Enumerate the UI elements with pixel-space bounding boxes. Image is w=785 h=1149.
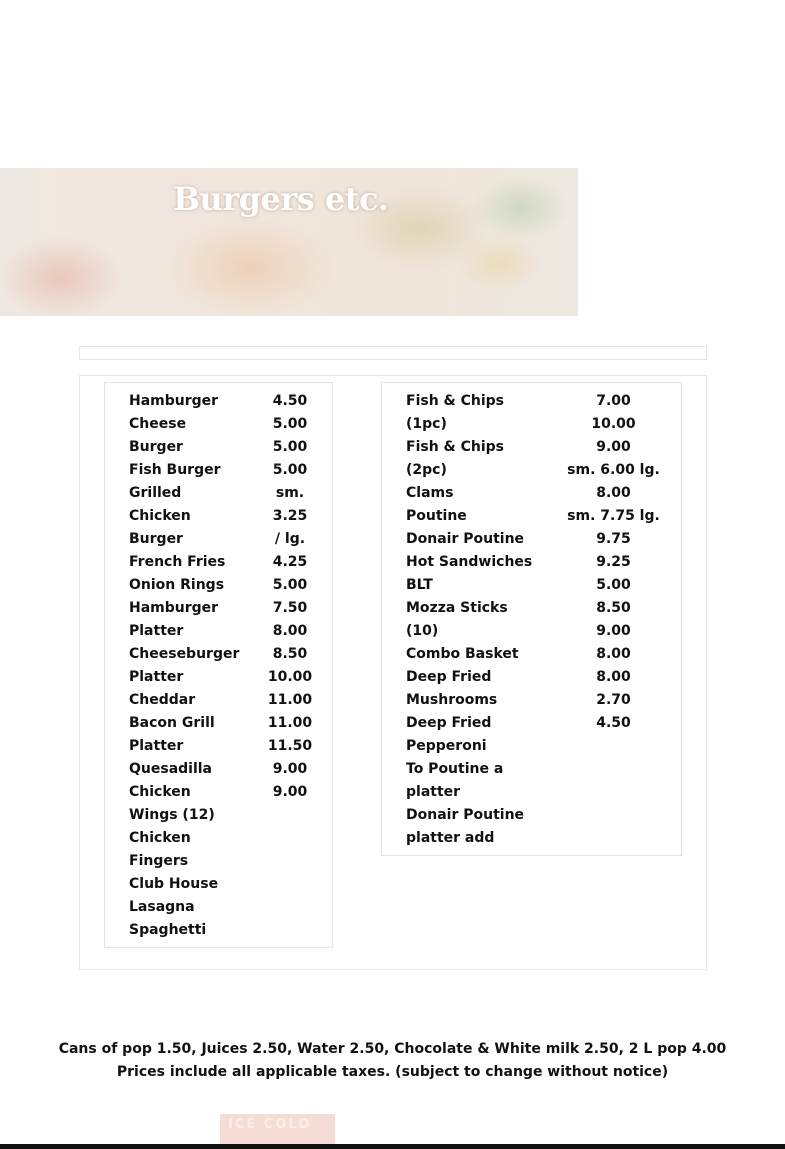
menu-item-name: Hamburger [129, 600, 219, 616]
menu-item-price: 7.00 [596, 393, 631, 409]
menu-item-price: 11.00 [267, 692, 313, 708]
menu-item-price: 4.25 [272, 554, 308, 570]
menu-item-price: 3.25 [272, 508, 308, 524]
menu-item-name: Platter [129, 669, 184, 685]
menu-item-price: 9.00 [272, 761, 308, 777]
menu-item-name: Wings (12) [129, 807, 215, 823]
menu-item-names-left [129, 390, 239, 942]
menu-item-price: 5.00 [272, 577, 308, 593]
menu-item-price: 10.00 [267, 669, 313, 685]
menu-item-prices-left [255, 390, 325, 804]
menu-item-name: (2pc) [406, 462, 447, 478]
menu-item-name: Lasagna [129, 899, 195, 915]
menu-item-price: 8.50 [272, 646, 308, 662]
menu-item-name: Chicken [129, 784, 191, 800]
menu-item-name: Club House [129, 876, 219, 892]
menu-item-prices-right [562, 390, 665, 735]
menu-item-name: Cheese [129, 416, 187, 432]
drinks-price-line: Cans of pop 1.50, Juices 2.50, Water 2.50, Chocolate & White milk 2.50, 2 L pop 4.00 [58, 1041, 727, 1057]
section-divider-bar [79, 346, 707, 360]
menu-item-name: Quesadilla [129, 761, 213, 777]
menu-item-name: Spaghetti [129, 922, 207, 938]
menu-item-price: sm. [275, 485, 305, 501]
menu-item-name: Chicken [129, 830, 191, 846]
ice-cold-logo-text: ICE COLD [228, 1117, 312, 1132]
menu-item-name: Bacon Grill [129, 715, 215, 731]
menu-item-name: Hamburger [129, 393, 219, 409]
menu-item-name: Fish & Chips [406, 439, 505, 455]
menu-item-price: 8.00 [596, 485, 631, 501]
menu-item-price: 11.00 [267, 715, 313, 731]
burgers-banner [0, 168, 578, 316]
menu-item-name: Donair Poutine [406, 531, 525, 547]
menu-item-name: Mushrooms [406, 692, 498, 708]
menu-item-price: 2.70 [596, 692, 631, 708]
menu-item-price: 5.00 [272, 416, 308, 432]
menu-item-name: Chicken [129, 508, 191, 524]
menu-item-price: / lg. [274, 531, 306, 547]
menu-item-price: 5.00 [272, 462, 308, 478]
menu-item-name: Pepperoni [406, 738, 487, 754]
menu-item-name: BLT [406, 577, 433, 593]
tax-notice: Prices include all applicable taxes. (subject to change without notice) [116, 1064, 669, 1080]
menu-item-name: Deep Fried [406, 715, 492, 731]
menu-item-price: 8.50 [596, 600, 631, 616]
menu-item-name: Donair Poutine [406, 807, 525, 823]
menu-item-price: sm. 6.00 lg. [567, 462, 660, 478]
menu-item-name: Cheeseburger [129, 646, 240, 662]
menu-item-name: Mozza Sticks [406, 600, 508, 616]
menu-item-price: 11.50 [267, 738, 313, 754]
menu-item-price: 9.00 [272, 784, 308, 800]
menu-item-name: Cheddar [129, 692, 196, 708]
menu-item-name: Combo Basket [406, 646, 519, 662]
menu-item-name: Hot Sandwiches [406, 554, 533, 570]
menu-item-name: Fish Burger [129, 462, 221, 478]
menu-item-name: Poutine [406, 508, 467, 524]
menu-item-name: Burger [129, 531, 183, 547]
menu-item-price: 7.50 [272, 600, 308, 616]
menu-item-price: 8.00 [596, 646, 631, 662]
menu-table-left [104, 382, 333, 948]
menu-item-price: sm. 7.75 lg. [567, 508, 660, 524]
menu-item-price: 9.00 [596, 439, 631, 455]
menu-item-price: 8.00 [596, 669, 631, 685]
menu-item-price: 4.50 [596, 715, 631, 731]
menu-item-name: platter add [406, 830, 495, 846]
menu-item-price: 9.00 [596, 623, 631, 639]
menu-item-name: Burger [129, 439, 183, 455]
menu-item-name: Platter [129, 623, 184, 639]
menu-item-name: Platter [129, 738, 184, 754]
menu-item-name: Fish & Chips [406, 393, 505, 409]
menu-item-price: 9.25 [596, 554, 631, 570]
menu-item-name: Grilled [129, 485, 182, 501]
menu-item-price: 5.00 [596, 577, 631, 593]
menu-item-price: 8.00 [272, 623, 308, 639]
menu-table-right [381, 382, 682, 856]
bottom-bar [0, 1144, 785, 1149]
menu-item-name: Deep Fried [406, 669, 492, 685]
menu-item-price: 5.00 [272, 439, 308, 455]
menu-item-price: 9.75 [596, 531, 631, 547]
menu-item-price: 4.50 [272, 393, 308, 409]
menu-item-name: French Fries [129, 554, 226, 570]
ice-cold-logo [220, 1114, 335, 1144]
menu-item-name: Onion Rings [129, 577, 225, 593]
menu-item-names-right [406, 390, 532, 850]
menu-item-name: Fingers [129, 853, 189, 869]
menu-item-name: (10) [406, 623, 439, 639]
menu-item-price: 10.00 [591, 416, 636, 432]
menu-item-name: Clams [406, 485, 454, 501]
menu-item-name: platter [406, 784, 461, 800]
menu-item-name: To Poutine a [406, 761, 504, 777]
banner-title: Burgers etc. [173, 180, 389, 218]
menu-item-name: (1pc) [406, 416, 447, 432]
